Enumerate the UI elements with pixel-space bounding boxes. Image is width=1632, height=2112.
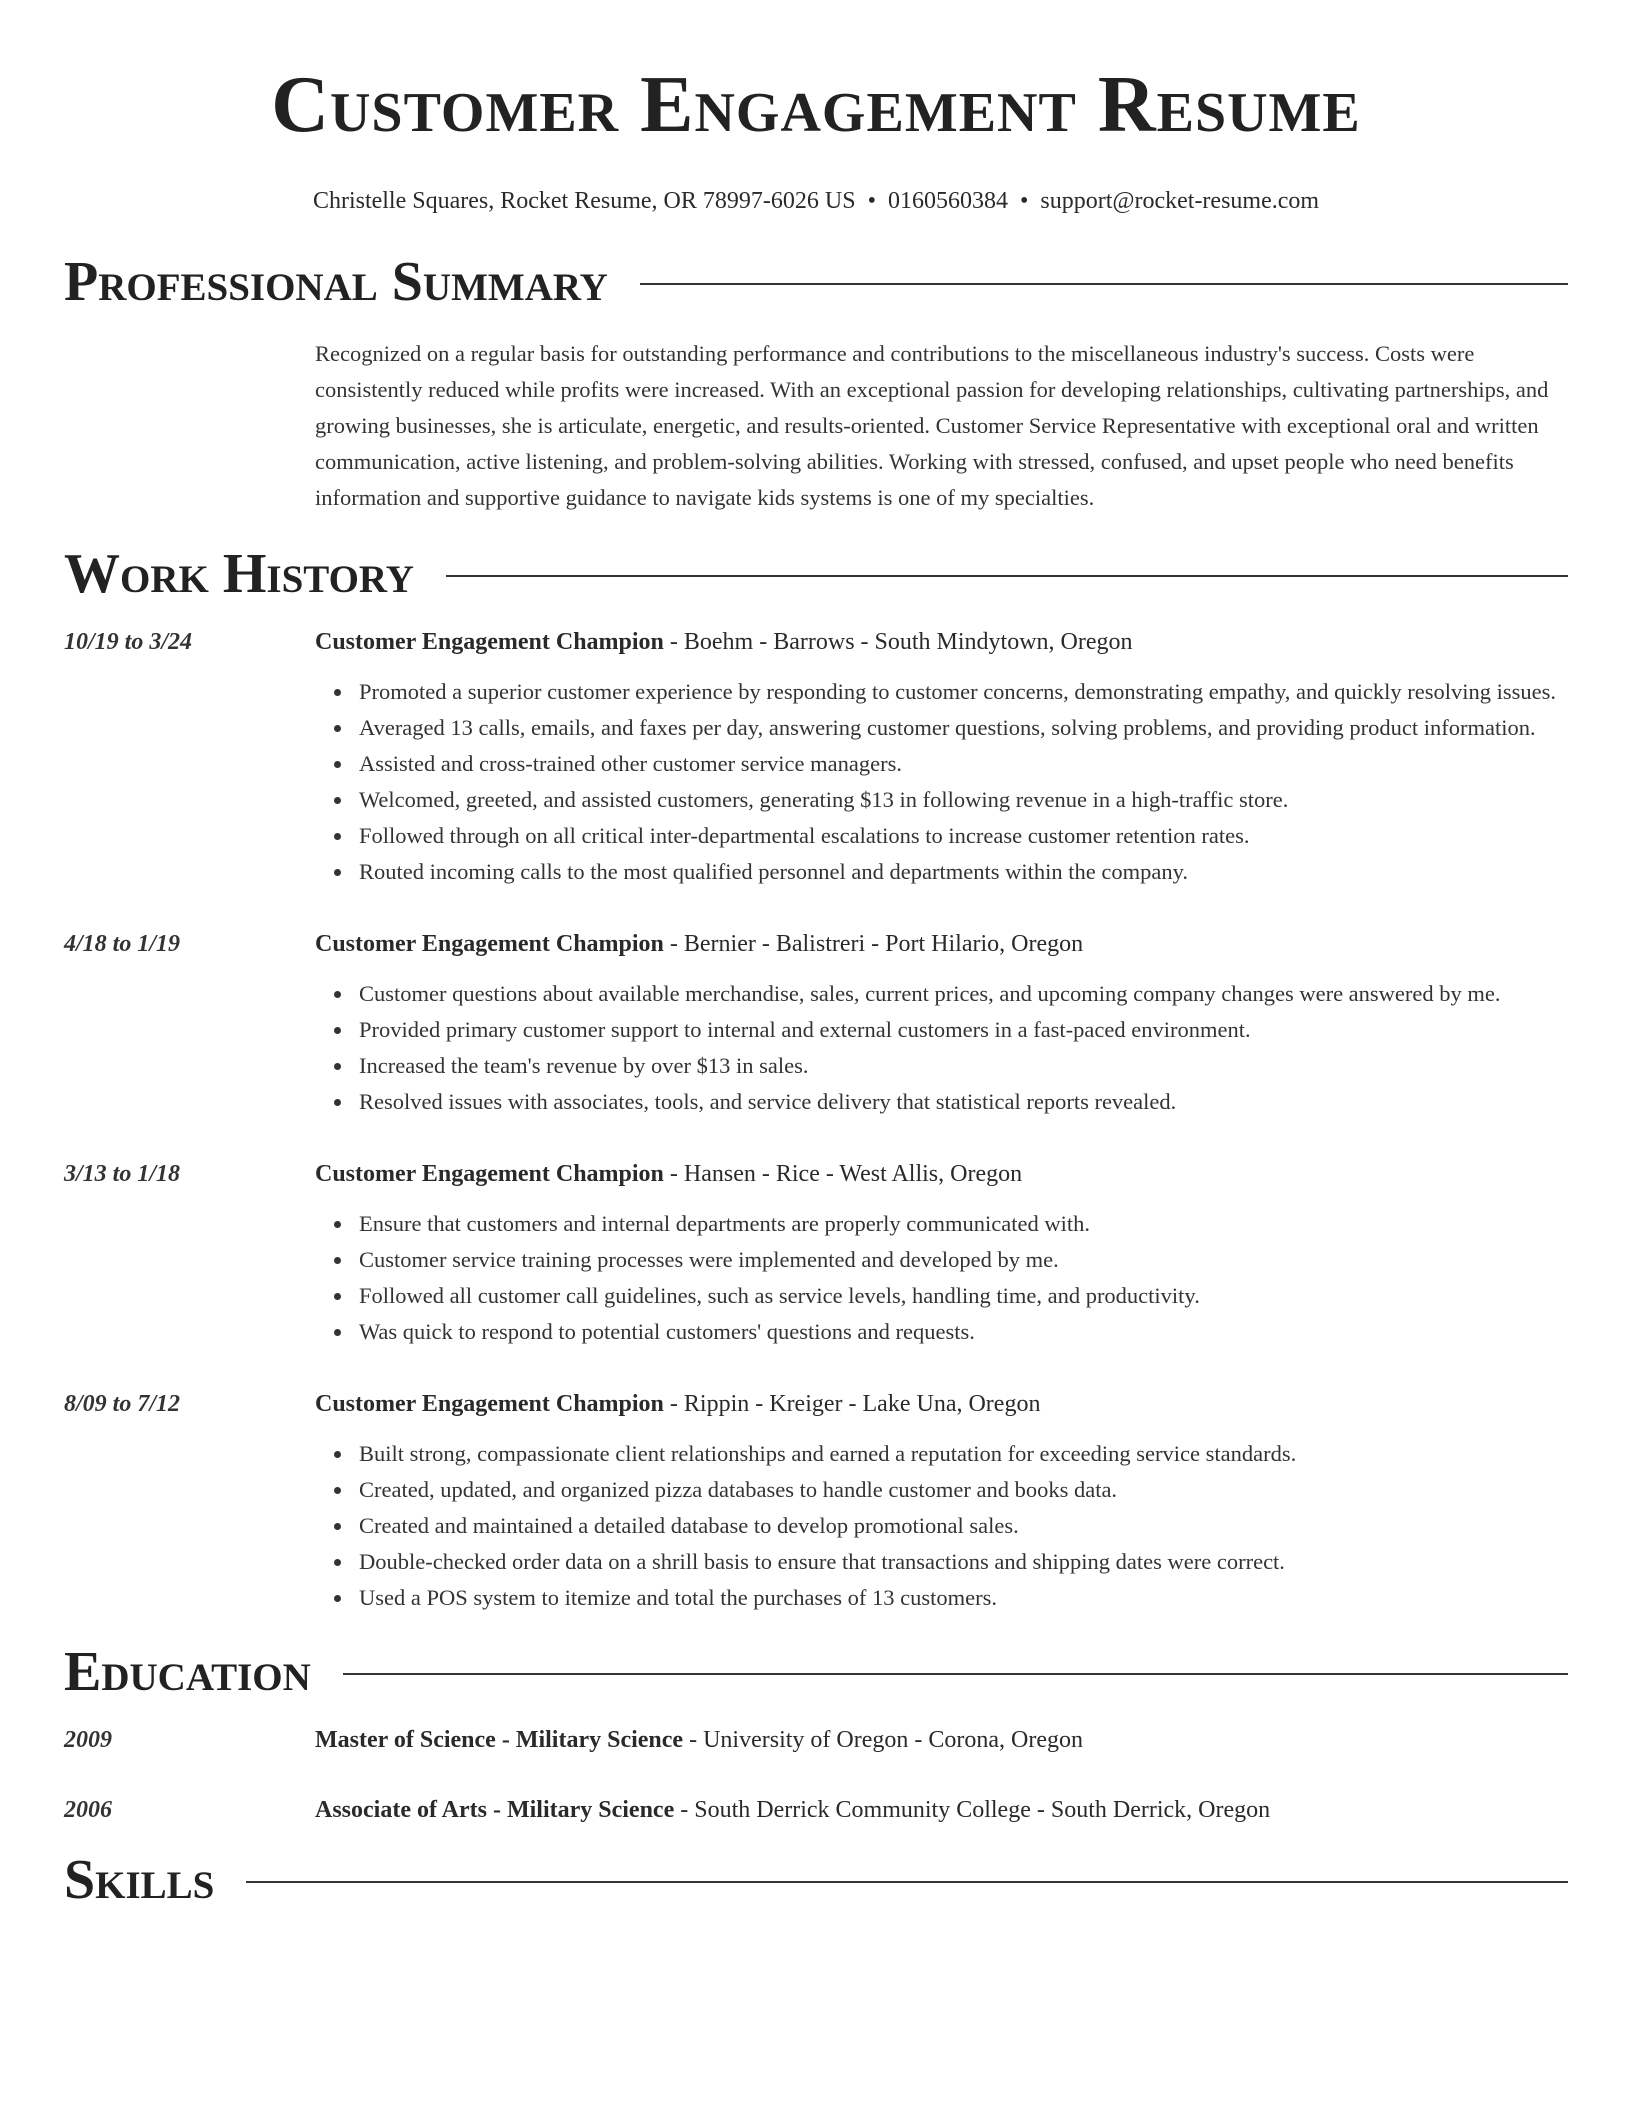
education-school: - University of Oregon - Corona, Oregon	[683, 1727, 1083, 1753]
work-entry-body	[315, 624, 1568, 890]
education-school: - South Derrick Community College - South Derrick, Oregon	[674, 1797, 1271, 1823]
education-entry	[64, 1722, 1568, 1758]
summary-section-header	[64, 250, 1568, 314]
work-dates: 4/18 to 1/19	[64, 931, 181, 957]
education-section-title: Education	[64, 1641, 311, 1703]
work-bullet: Ensure that customers and internal departments are properly communicated with.	[315, 1206, 1568, 1242]
work-employer: - Rippin - Kreiger - Lake Una, Oregon	[663, 1391, 1041, 1417]
education-degree: Master of Science - Military Science	[315, 1727, 684, 1753]
summary-section-title: Professional Summary	[64, 251, 608, 313]
work-dates: 8/09 to 7/12	[64, 1391, 181, 1417]
work-role: Customer Engagement Champion	[315, 931, 664, 957]
work-employer: - Hansen - Rice - West Allis, Oregon	[663, 1161, 1023, 1187]
work-role: Customer Engagement Champion	[315, 1161, 664, 1187]
work-bullet: Routed incoming calls to the most qualified personnel and departments within the company.	[315, 854, 1568, 890]
work-bullet-list	[315, 1436, 1568, 1616]
work-dates: 10/19 to 3/24	[64, 629, 193, 655]
education-entry-heading	[315, 1792, 1568, 1828]
work-entry	[64, 926, 1568, 1120]
work-bullet: Averaged 13 calls, emails, and faxes per day, answering customer questions, solving problems, and providing product information.	[315, 710, 1568, 746]
contact-separator: •	[1019, 188, 1029, 214]
work-entry	[64, 624, 1568, 890]
work-bullet: Created, updated, and organized pizza databases to handle customer and books data.	[315, 1472, 1568, 1508]
work-bullet: Promoted a superior customer experience by responding to customer concerns, demonstrating empathy, and quickly resolving issues.	[315, 674, 1568, 710]
work-bullet: Welcomed, greeted, and assisted customers, generating $13 in following revenue in a high-traffic store.	[315, 782, 1568, 818]
work-role: Customer Engagement Champion	[315, 1391, 664, 1417]
education-section-header	[64, 1640, 1568, 1704]
work-employer: - Boehm - Barrows - South Mindytown, Oregon	[663, 629, 1133, 655]
education-entry-body	[315, 1792, 1568, 1828]
work-section-header	[64, 542, 1568, 606]
resume-title: Customer Engagement Resume	[271, 61, 1361, 149]
work-bullet-list	[315, 1206, 1568, 1350]
work-dates: 3/13 to 1/18	[64, 1161, 181, 1187]
education-year: 2006	[64, 1797, 112, 1823]
skills-section-header	[64, 1848, 1568, 1912]
contact-email[interactable]: support@rocket-resume.com	[1040, 188, 1320, 214]
work-bullet: Created and maintained a detailed database to develop promotional sales.	[315, 1508, 1568, 1544]
contact-line	[64, 186, 1568, 216]
work-employer: - Bernier - Balistreri - Port Hilario, Oregon	[663, 931, 1084, 957]
work-entry	[64, 1156, 1568, 1350]
section-divider	[640, 283, 1568, 285]
work-entry	[64, 1386, 1568, 1616]
work-bullet: Built strong, compassionate client relationships and earned a reputation for exceeding service standards.	[315, 1436, 1568, 1472]
work-entry-heading	[315, 624, 1568, 660]
work-entry-body	[315, 926, 1568, 1120]
work-bullet: Increased the team's revenue by over $13 in sales.	[315, 1048, 1568, 1084]
work-bullet: Customer service training processes were implemented and developed by me.	[315, 1242, 1568, 1278]
work-bullet: Followed through on all critical inter-departmental escalations to increase customer retention rates.	[315, 818, 1568, 854]
work-entry-heading	[315, 926, 1568, 962]
work-section-title: Work History	[64, 543, 414, 605]
skills-section-title: Skills	[64, 1849, 215, 1911]
work-bullet-list	[315, 674, 1568, 890]
work-bullet: Provided primary customer support to internal and external customers in a fast-paced environment.	[315, 1012, 1568, 1048]
section-divider	[343, 1673, 1568, 1675]
work-entry-heading	[315, 1386, 1568, 1422]
section-divider	[446, 575, 1568, 577]
education-entry-heading	[315, 1722, 1568, 1758]
work-bullet: Double-checked order data on a shrill basis to ensure that transactions and shipping dates were correct.	[315, 1544, 1568, 1580]
education-entry	[64, 1792, 1568, 1828]
work-bullet: Used a POS system to itemize and total the purchases of 13 customers.	[315, 1580, 1568, 1616]
contact-separator: •	[867, 188, 876, 214]
contact-phone: 0160560384	[887, 188, 1008, 214]
work-entry-heading	[315, 1156, 1568, 1192]
work-bullet: Assisted and cross-trained other customer service managers.	[315, 746, 1568, 782]
education-degree: Associate of Arts - Military Science	[315, 1797, 675, 1823]
work-bullet: Resolved issues with associates, tools, and service delivery that statistical reports revealed.	[315, 1084, 1568, 1120]
work-bullet: Was quick to respond to potential customers' questions and requests.	[315, 1314, 1568, 1350]
work-bullet: Customer questions about available merchandise, sales, current prices, and upcoming company changes were answered by me.	[315, 976, 1568, 1012]
education-year: 2009	[64, 1727, 112, 1753]
work-role: Customer Engagement Champion	[315, 629, 664, 655]
resume-page	[64, 0, 1568, 1912]
work-entry-body	[315, 1386, 1568, 1616]
contact-address: Christelle Squares, Rocket Resume, OR 78997-6026 US	[312, 188, 856, 214]
summary-text: Recognized on a regular basis for outstanding performance and contributions to the miscellaneous industry's success. Costs were consistently reduced while profits were increased. With an exceptional passion for developing relationships, cultivating partnerships, and growing businesses, she is articulate, energetic, and results-oriented. Customer Service Representative with exceptional oral and written communication, active listening, and problem-solving abilities. Working with stressed, confused, and upset people who need benefits information and supportive guidance to navigate kids systems is one of my specialties.	[315, 341, 1549, 510]
section-divider	[246, 1881, 1568, 1883]
work-bullet: Followed all customer call guidelines, such as service levels, handling time, and productivity.	[315, 1278, 1568, 1314]
work-entry-body	[315, 1156, 1568, 1350]
education-entry-body	[315, 1722, 1568, 1758]
work-bullet-list	[315, 976, 1568, 1120]
